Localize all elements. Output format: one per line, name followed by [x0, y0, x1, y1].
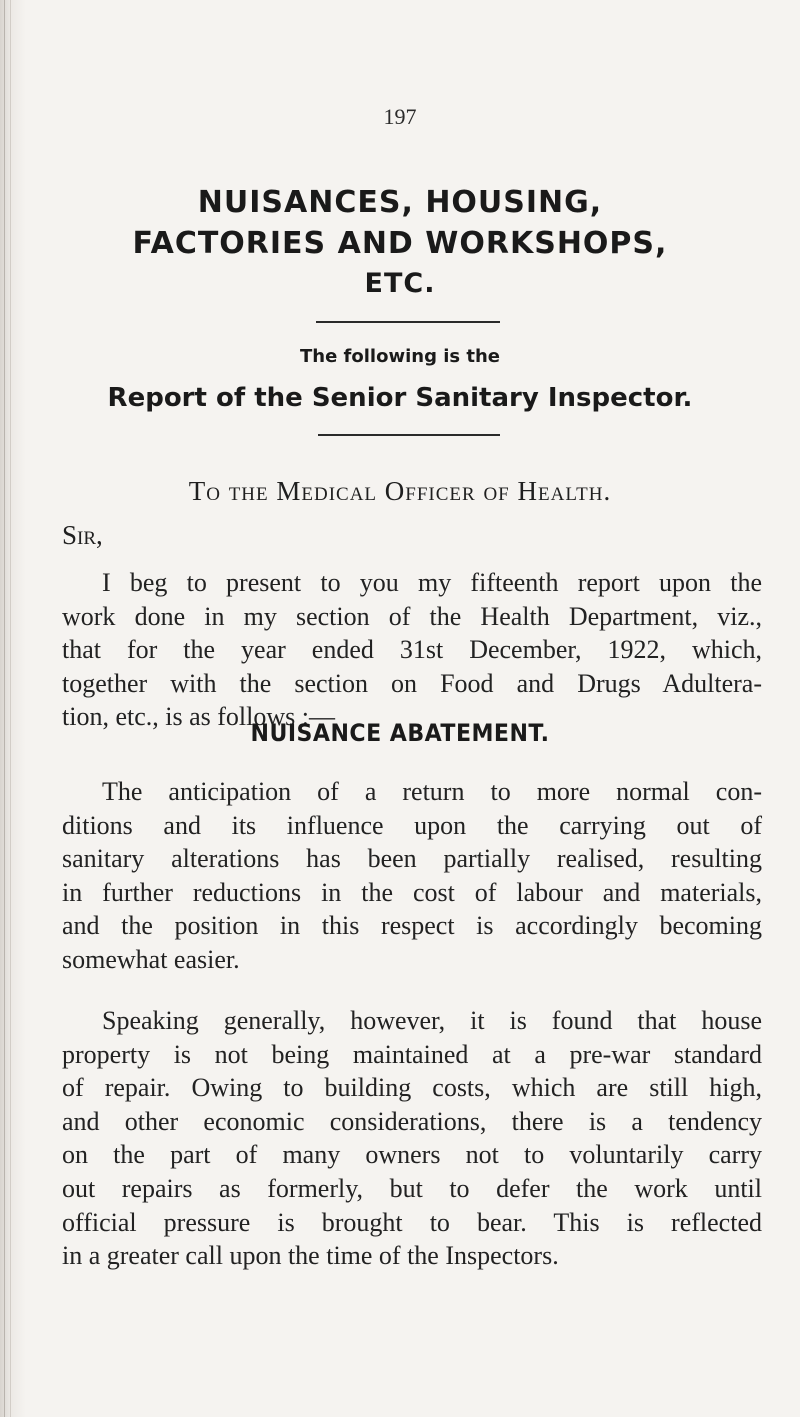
main-title-line-3: ETC. [364, 268, 436, 299]
paragraph-2 [62, 775, 762, 977]
text-line: official pressure is brought to bear. This is reflected [62, 1207, 762, 1237]
text-line: somewhat easier. [62, 944, 240, 974]
text-line: The anticipation of a return to more normal con- [102, 777, 762, 806]
greeting: Sir, [62, 520, 103, 550]
page-number: 197 [383, 104, 417, 129]
paragraph-1 [62, 566, 762, 734]
text-line: of repair. Owing to building costs, which are still high, [62, 1073, 762, 1103]
text-line: property is not being maintained at a pre-war standard [62, 1039, 762, 1069]
text-line: tion, etc., is as follows :— [62, 702, 335, 732]
report-title: Report of the Senior Sanitary Inspector. [107, 383, 693, 413]
salutation: To the Medical Officer of Health. [188, 476, 612, 506]
divider-rule [318, 434, 500, 436]
text-line: in further reductions in the cost of labour and materials, [62, 877, 762, 907]
text-line: in a greater call upon the time of the Inspectors. [62, 1241, 559, 1271]
text-line: on the part of many owners not to voluntarily carry [62, 1140, 762, 1170]
text-line: sanitary alterations has been partially realised, resulting [62, 844, 762, 874]
text-line: I beg to present to you my fifteenth report upon the [102, 568, 762, 597]
paragraph-3 [62, 1004, 762, 1273]
text-line: ditions and its influence upon the carrying out of [62, 810, 762, 840]
text-line: that for the year ended 31st December, 1922, which, [62, 635, 762, 665]
main-title-line-2: FACTORIES AND WORKSHOPS, [132, 226, 668, 261]
text-line: together with the section on Food and Drugs Adultera- [62, 668, 762, 698]
text-line: Speaking generally, however, it is found that house [102, 1006, 762, 1035]
text-line: and the position in this respect is accordingly becoming [62, 911, 762, 941]
section-heading: NUISANCE ABATEMENT. [250, 719, 550, 747]
text-line: work done in my section of the Health Department, viz., [62, 601, 762, 631]
text-line: and other economic considerations, there is a tendency [62, 1106, 762, 1136]
intro-text: The following is the [299, 346, 500, 367]
divider-rule [316, 321, 500, 323]
text-line: out repairs as formerly, but to defer the work until [62, 1173, 762, 1203]
main-title-line-1: NUISANCES, HOUSING, [197, 185, 603, 220]
